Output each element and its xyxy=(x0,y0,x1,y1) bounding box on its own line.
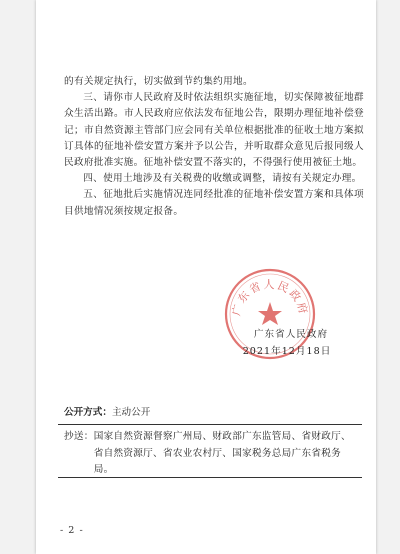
paragraph-5: 五、征地批后实施情况连同经批准的征地补偿安置方案和具体项目供地情况须按规定报备。 xyxy=(64,189,364,217)
disclosure-label: 公开方式： xyxy=(64,407,112,418)
document-body xyxy=(64,74,364,220)
divider-bottom xyxy=(58,477,362,478)
seal-text: 广东省人民政府 xyxy=(229,278,311,318)
disclosure-value: 主动公开 xyxy=(111,407,151,418)
page-number: - 2 - xyxy=(60,525,84,536)
cc-label: 抄送： xyxy=(64,431,94,442)
cc-recipients: 国家自然资源督察广州局、财政部广东监管局、省财政厅、省自然资源厅、省农业农村厅、国家税务总局广东省税务局。 xyxy=(93,431,351,475)
paragraph-3: 三、请你市人民政府及时依法组织实施征地，切实保障被征地群众生活出路。市人民政府应依法发布征地公告，限期办理征地补偿登记；市自然资源主管部门应会同有关单位根据批准的征收土地方案拟订具体的征地补偿安置方案并予以公告，并听取群众意见后报同级人民政府批准实施。征地补偿安置不落实的，不得强行使用被征土地。 xyxy=(64,92,364,169)
signing-organization: 广东省人民政府 xyxy=(253,329,329,340)
document-page xyxy=(36,0,376,554)
divider-top xyxy=(58,424,362,425)
signing-date: 2021年12月18日 xyxy=(242,346,332,357)
paragraph-4: 四、使用土地涉及有关税费的收缴或调整，请按有关规定办理。 xyxy=(83,173,362,185)
cc-block xyxy=(64,429,360,479)
paragraph-continuation: 的有关规定执行，切实做到节约集约用地。 xyxy=(64,76,253,87)
disclosure-line xyxy=(64,404,150,418)
